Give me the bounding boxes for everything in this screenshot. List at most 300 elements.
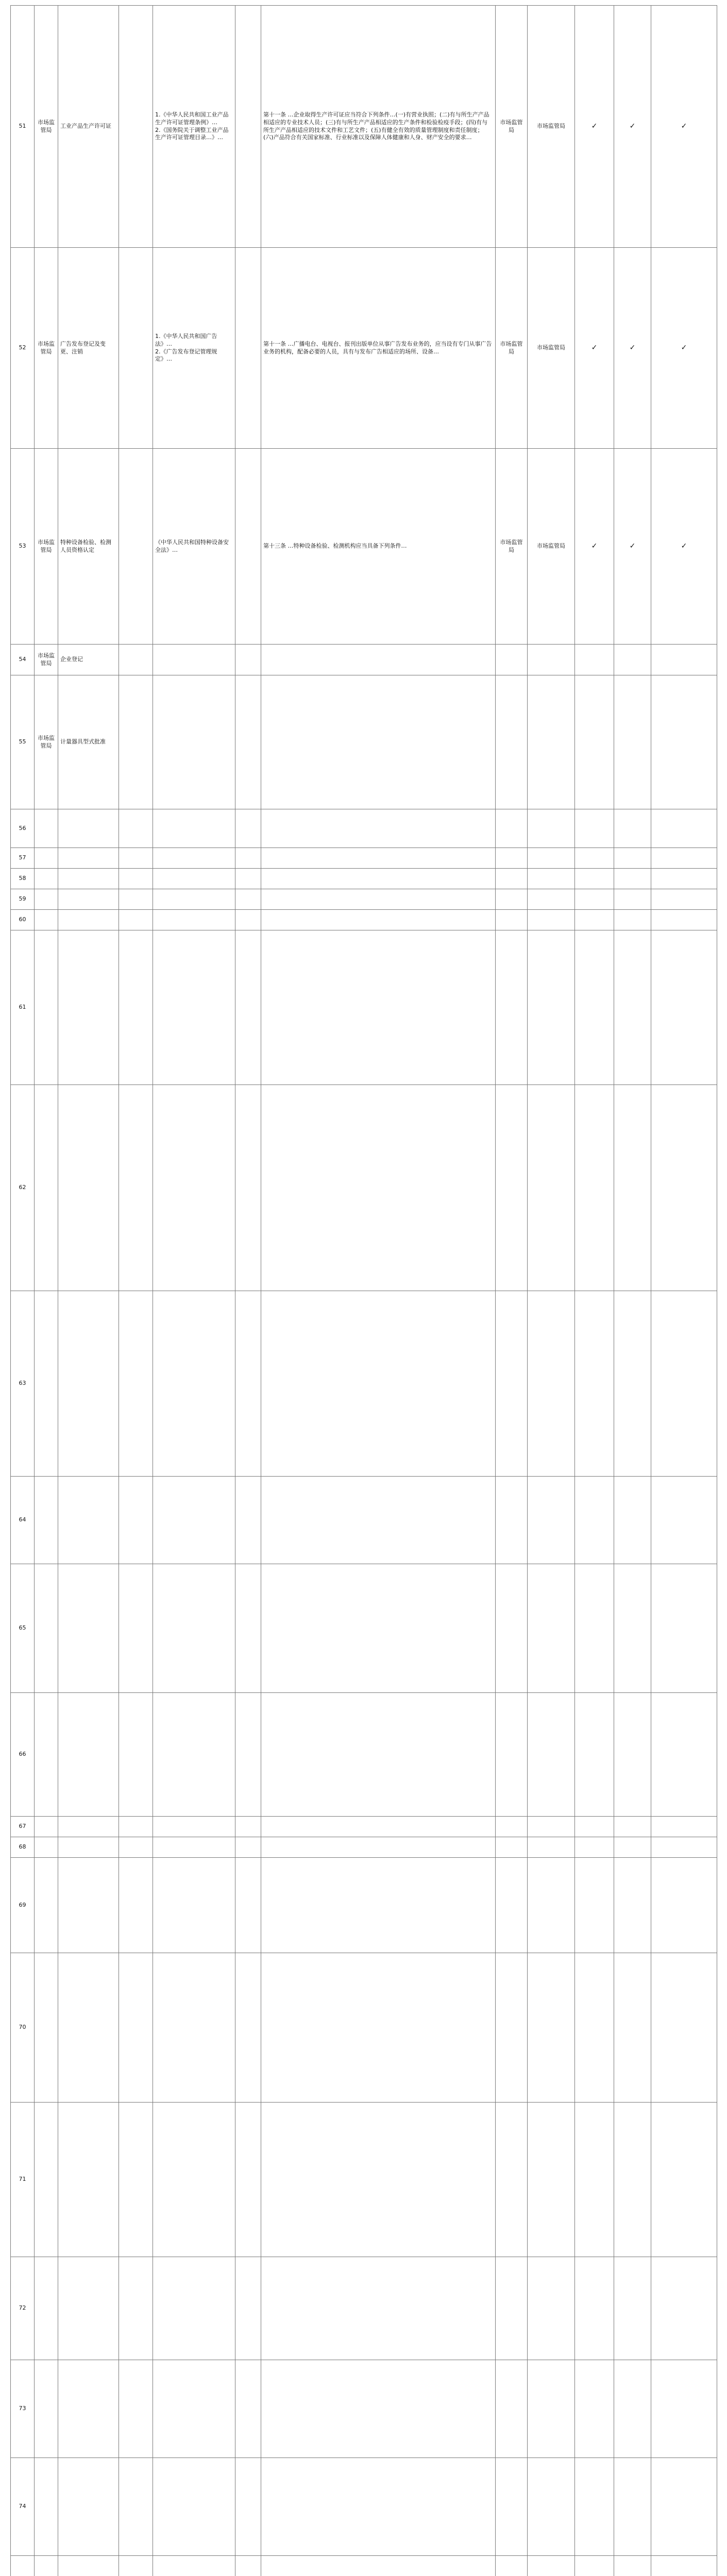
legal-basis-cell [153, 1837, 235, 1858]
check-cell-3 [651, 1564, 717, 1693]
check-cell-3 [651, 889, 717, 910]
row-number-cell [11, 1817, 35, 1837]
check-cell-2 [614, 449, 651, 645]
table-row [11, 2556, 717, 2576]
rule-text-cell [261, 675, 496, 809]
level-cell [528, 869, 575, 889]
item-name-cell [58, 449, 119, 645]
department-cell [35, 2257, 58, 2360]
table-row [11, 1693, 717, 1817]
check-cell-2 [614, 6, 651, 248]
legal-basis-cell [153, 1858, 235, 1953]
row-number-cell-text: 60 [19, 916, 26, 923]
level-cell-text: 市场监管局 [537, 344, 565, 351]
check-cell-1 [575, 1085, 614, 1291]
content-cell [235, 675, 261, 809]
check-cell-3 [651, 1085, 717, 1291]
department-cell-text: 市场监管局 [38, 118, 55, 133]
check-cell-3 [651, 1477, 717, 1564]
office-cell [496, 1953, 528, 2103]
legal-basis-cell [153, 1564, 235, 1693]
legal-basis-cell [153, 449, 235, 645]
check-cell-3 [651, 2257, 717, 2360]
office-cell [496, 2556, 528, 2576]
department-cell-text: 市场监管局 [38, 340, 55, 355]
content-cell [235, 930, 261, 1085]
check-cell-1 [575, 248, 614, 449]
check-cell-3 [651, 6, 717, 248]
check-cell-2 [614, 2556, 651, 2576]
rule-text-cell [261, 848, 496, 869]
check-cell-1 [575, 1858, 614, 1953]
check-cell-1-text: ✓ [591, 542, 598, 551]
content-cell [235, 2458, 261, 2556]
level-cell [528, 645, 575, 675]
check-cell-1 [575, 1953, 614, 2103]
check-cell-1 [575, 449, 614, 645]
sub-item-cell [119, 1085, 153, 1291]
row-number-cell-text: 53 [19, 543, 26, 550]
row-number-cell-text: 68 [19, 1843, 26, 1851]
rule-text-cell [261, 1291, 496, 1477]
legal-basis-cell [153, 1693, 235, 1817]
legal-basis-cell-text: 1.《中华人民共和国广告法》… 2.《广告发布登记管理规定》… [155, 332, 217, 363]
sub-item-cell [119, 2257, 153, 2360]
content-cell [235, 910, 261, 930]
row-number-cell [11, 2458, 35, 2556]
check-cell-1 [575, 2458, 614, 2556]
check-cell-3-text: ✓ [681, 542, 687, 551]
content-cell [235, 2556, 261, 2576]
check-cell-1 [575, 6, 614, 248]
check-cell-2-text: ✓ [629, 542, 636, 551]
check-cell-1 [575, 1477, 614, 1564]
level-cell [528, 1858, 575, 1953]
row-number-cell [11, 2257, 35, 2360]
rule-text-cell [261, 2458, 496, 2556]
check-cell-3 [651, 675, 717, 809]
check-cell-3 [651, 2458, 717, 2556]
content-cell [235, 1693, 261, 1817]
content-cell [235, 248, 261, 449]
check-cell-1 [575, 2257, 614, 2360]
office-cell [496, 2103, 528, 2257]
item-name-cell [58, 675, 119, 809]
row-number-cell [11, 675, 35, 809]
table-row [11, 848, 717, 869]
check-cell-2 [614, 1291, 651, 1477]
office-cell [496, 910, 528, 930]
row-number-cell [11, 6, 35, 248]
level-cell [528, 848, 575, 869]
check-cell-2 [614, 889, 651, 910]
rule-text-cell [261, 910, 496, 930]
level-cell [528, 1564, 575, 1693]
table-row [11, 2360, 717, 2458]
legal-basis-cell [153, 889, 235, 910]
legal-basis-cell [153, 1817, 235, 1837]
sub-item-cell [119, 2458, 153, 2556]
sub-item-cell [119, 248, 153, 449]
check-cell-2 [614, 1693, 651, 1817]
row-number-cell [11, 1858, 35, 1953]
table-row [11, 869, 717, 889]
table-row [11, 1564, 717, 1693]
office-cell [496, 1477, 528, 1564]
check-cell-3 [651, 1291, 717, 1477]
rule-text-cell [261, 930, 496, 1085]
check-cell-2 [614, 910, 651, 930]
document-sheet [10, 5, 717, 2576]
legal-basis-cell [153, 1291, 235, 1477]
department-cell [35, 869, 58, 889]
row-number-cell-text: 62 [19, 1184, 26, 1191]
item-name-cell [58, 248, 119, 449]
office-cell-text: 市场监管局 [500, 118, 523, 133]
level-cell [528, 809, 575, 848]
item-name-cell [58, 2556, 119, 2576]
legal-basis-cell [153, 6, 235, 248]
office-cell [496, 6, 528, 248]
sub-item-cell [119, 2360, 153, 2458]
check-cell-2 [614, 1817, 651, 1837]
content-cell [235, 1817, 261, 1837]
row-number-cell-text: 63 [19, 1380, 26, 1387]
content-cell [235, 645, 261, 675]
check-cell-3 [651, 869, 717, 889]
check-cell-3-text: ✓ [681, 344, 687, 352]
legal-basis-cell-text: 《中华人民共和国特种设备安全法》… [155, 538, 229, 553]
check-cell-3 [651, 1858, 717, 1953]
rule-text-cell [261, 6, 496, 248]
level-cell [528, 2257, 575, 2360]
row-number-cell-text: 54 [19, 656, 26, 663]
item-name-cell [58, 645, 119, 675]
legal-basis-cell-text: 1.《中华人民共和国工业产品生产许可证管理条例》… 2.《国务院关于调整工业产品生产许可证管理目录…》… [155, 111, 229, 141]
department-cell [35, 675, 58, 809]
row-number-cell-text: 66 [19, 1751, 26, 1758]
department-cell [35, 645, 58, 675]
row-number-cell [11, 848, 35, 869]
department-cell [35, 1858, 58, 1953]
row-number-cell [11, 1837, 35, 1858]
department-cell-text: 市场监管局 [38, 734, 55, 749]
content-cell [235, 1953, 261, 2103]
check-cell-2 [614, 645, 651, 675]
sub-item-cell [119, 645, 153, 675]
level-cell [528, 2360, 575, 2458]
row-number-cell-text: 58 [19, 875, 26, 882]
department-cell [35, 1085, 58, 1291]
check-cell-1 [575, 1693, 614, 1817]
check-cell-2 [614, 848, 651, 869]
check-cell-1 [575, 645, 614, 675]
rule-text-cell [261, 1953, 496, 2103]
level-cell [528, 930, 575, 1085]
rule-text-cell [261, 1477, 496, 1564]
department-cell [35, 2360, 58, 2458]
check-cell-3 [651, 1693, 717, 1817]
rule-text-cell [261, 1085, 496, 1291]
sub-item-cell [119, 2103, 153, 2257]
level-cell [528, 2556, 575, 2576]
item-name-cell [58, 869, 119, 889]
office-cell [496, 675, 528, 809]
department-cell [35, 449, 58, 645]
level-cell [528, 1085, 575, 1291]
department-cell-text: 市场监管局 [38, 538, 55, 553]
level-cell [528, 2103, 575, 2257]
row-number-cell-text: 71 [19, 2176, 26, 2183]
check-cell-1 [575, 1817, 614, 1837]
office-cell [496, 1858, 528, 1953]
department-cell [35, 1291, 58, 1477]
rule-text-cell [261, 2103, 496, 2257]
office-cell [496, 848, 528, 869]
check-cell-3 [651, 2556, 717, 2576]
office-cell-text: 市场监管局 [500, 340, 523, 355]
check-cell-3 [651, 848, 717, 869]
content-cell [235, 1291, 261, 1477]
department-cell [35, 889, 58, 910]
sub-item-cell [119, 1817, 153, 1837]
check-cell-2 [614, 869, 651, 889]
level-cell [528, 910, 575, 930]
check-cell-3 [651, 1817, 717, 1837]
rule-text-cell [261, 2556, 496, 2576]
sub-item-cell [119, 449, 153, 645]
item-name-cell [58, 2103, 119, 2257]
level-cell-text: 市场监管局 [537, 123, 565, 130]
check-cell-2 [614, 809, 651, 848]
department-cell [35, 1817, 58, 1837]
rule-text-cell [261, 645, 496, 675]
office-cell [496, 1085, 528, 1291]
table-row [11, 1817, 717, 1837]
item-name-cell-text: 企业登记 [60, 656, 83, 663]
check-cell-2 [614, 2458, 651, 2556]
department-cell [35, 248, 58, 449]
department-cell [35, 2458, 58, 2556]
sub-item-cell [119, 1858, 153, 1953]
table-row [11, 6, 717, 248]
row-number-cell-text: 59 [19, 895, 26, 903]
content-cell [235, 2103, 261, 2257]
office-cell [496, 645, 528, 675]
row-number-cell-text: 57 [19, 854, 26, 861]
check-cell-1 [575, 1564, 614, 1693]
row-number-cell-text: 73 [19, 2405, 26, 2412]
department-cell [35, 848, 58, 869]
sub-item-cell [119, 1477, 153, 1564]
check-cell-1 [575, 869, 614, 889]
table-row [11, 1085, 717, 1291]
item-name-cell [58, 1477, 119, 1564]
office-cell [496, 449, 528, 645]
check-cell-2 [614, 2103, 651, 2257]
check-cell-2-text: ✓ [629, 344, 636, 352]
department-cell [35, 2103, 58, 2257]
row-number-cell [11, 1953, 35, 2103]
table-row [11, 1291, 717, 1477]
office-cell [496, 1291, 528, 1477]
sub-item-cell [119, 1837, 153, 1858]
office-cell [496, 2257, 528, 2360]
check-cell-1-text: ✓ [591, 344, 598, 352]
department-cell [35, 1953, 58, 2103]
office-cell [496, 2458, 528, 2556]
row-number-cell-text: 64 [19, 1516, 26, 1523]
sub-item-cell [119, 809, 153, 848]
office-cell [496, 930, 528, 1085]
legal-basis-cell [153, 848, 235, 869]
legal-basis-cell [153, 1477, 235, 1564]
check-cell-2-text: ✓ [629, 122, 636, 131]
item-name-cell [58, 930, 119, 1085]
row-number-cell [11, 449, 35, 645]
item-name-cell [58, 1858, 119, 1953]
check-cell-3 [651, 2103, 717, 2257]
item-name-cell [58, 910, 119, 930]
item-name-cell [58, 1085, 119, 1291]
office-cell [496, 889, 528, 910]
check-cell-2 [614, 2257, 651, 2360]
sub-item-cell [119, 6, 153, 248]
rule-text-cell [261, 449, 496, 645]
row-number-cell-text: 74 [19, 2503, 26, 2510]
check-cell-3 [651, 809, 717, 848]
level-cell [528, 248, 575, 449]
legal-basis-cell [153, 2360, 235, 2458]
item-name-cell-text: 计量器具型式批准 [60, 738, 106, 745]
content-cell [235, 1564, 261, 1693]
table-row [11, 675, 717, 809]
table-row [11, 248, 717, 449]
item-name-cell [58, 1837, 119, 1858]
sub-item-cell [119, 848, 153, 869]
item-name-cell [58, 2360, 119, 2458]
rule-text-cell-text: 第十一条 …企业取得生产许可证应当符合下列条件…(一)有营业执照；(二)有与所生产产品相适应的专业技术人员；(三)有与所生产产品相适应的生产条件和检验检疫手段；(四)有与所生产产品相适应的技术文件和工艺文件；(五)有健全有效的质量管理制度和责任制度；(六)产品符合有关国家标准、行业标准以及保障人体健康和人身、财产安全的要求… [263, 111, 489, 141]
rule-text-cell [261, 2360, 496, 2458]
check-cell-2 [614, 930, 651, 1085]
content-cell [235, 889, 261, 910]
rule-text-cell [261, 869, 496, 889]
legal-basis-cell [153, 675, 235, 809]
row-number-cell-text: 56 [19, 824, 26, 832]
sub-item-cell [119, 1953, 153, 2103]
item-name-cell [58, 848, 119, 869]
table-row [11, 1477, 717, 1564]
check-cell-2 [614, 1477, 651, 1564]
table-row [11, 910, 717, 930]
check-cell-2 [614, 2360, 651, 2458]
row-number-cell-text: 51 [19, 123, 26, 130]
row-number-cell [11, 1564, 35, 1693]
check-cell-1-text: ✓ [591, 122, 598, 131]
check-cell-3 [651, 930, 717, 1085]
level-cell [528, 889, 575, 910]
check-cell-1 [575, 2360, 614, 2458]
legal-basis-cell [153, 869, 235, 889]
row-number-cell [11, 809, 35, 848]
level-cell [528, 675, 575, 809]
department-cell [35, 2556, 58, 2576]
table-row [11, 809, 717, 848]
legal-basis-cell [153, 248, 235, 449]
rule-text-cell-text: 第十三条 …特种设备检验、检测机构应当具备下列条件… [263, 543, 407, 550]
department-cell [35, 1837, 58, 1858]
check-cell-2 [614, 1564, 651, 1693]
row-number-cell-text: 70 [19, 2024, 26, 2031]
row-number-cell-text: 67 [19, 1823, 26, 1830]
department-cell-text: 市场监管局 [38, 652, 55, 667]
rule-text-cell [261, 889, 496, 910]
row-number-cell [11, 2556, 35, 2576]
content-cell [235, 1477, 261, 1564]
table-row [11, 2103, 717, 2257]
check-cell-2 [614, 675, 651, 809]
row-number-cell-text: 61 [19, 1004, 26, 1011]
rule-text-cell [261, 1693, 496, 1817]
item-name-cell [58, 809, 119, 848]
office-cell [496, 1564, 528, 1693]
rule-text-cell [261, 2257, 496, 2360]
row-number-cell [11, 869, 35, 889]
item-name-cell-text: 工业产品生产许可证 [60, 123, 111, 130]
row-number-cell [11, 1291, 35, 1477]
legal-basis-cell [153, 2458, 235, 2556]
office-cell [496, 1817, 528, 1837]
check-cell-3 [651, 1837, 717, 1858]
row-number-cell-text: 55 [19, 738, 26, 745]
level-cell [528, 1837, 575, 1858]
row-number-cell [11, 1477, 35, 1564]
content-cell [235, 869, 261, 889]
department-cell [35, 1564, 58, 1693]
legal-basis-cell [153, 910, 235, 930]
rule-text-cell [261, 248, 496, 449]
check-cell-3 [651, 2360, 717, 2458]
item-name-cell [58, 2458, 119, 2556]
rule-text-cell-text: 第十一条 …广播电台、电视台、报刊出版单位从事广告发布业务的，应当设有专门从事广告业务的机构，配备必要的人员，具有与发布广告相适应的场所、设备… [263, 340, 492, 355]
department-cell [35, 1477, 58, 1564]
rule-text-cell [261, 1837, 496, 1858]
row-number-cell [11, 910, 35, 930]
table-row [11, 889, 717, 910]
level-cell [528, 1817, 575, 1837]
check-cell-3-text: ✓ [681, 122, 687, 131]
check-cell-1 [575, 889, 614, 910]
check-cell-2 [614, 1858, 651, 1953]
table-row [11, 1837, 717, 1858]
check-cell-3 [651, 449, 717, 645]
item-name-cell-text: 特种设备检验、检测人员资格认定 [60, 538, 111, 553]
content-cell [235, 6, 261, 248]
office-cell [496, 809, 528, 848]
check-cell-3 [651, 910, 717, 930]
row-number-cell-text: 52 [19, 344, 26, 351]
level-cell [528, 2458, 575, 2556]
row-number-cell-text: 69 [19, 1901, 26, 1908]
check-cell-1 [575, 675, 614, 809]
legal-basis-cell [153, 1953, 235, 2103]
sub-item-cell [119, 2556, 153, 2576]
table-row [11, 2257, 717, 2360]
item-name-cell [58, 889, 119, 910]
table-row [11, 1858, 717, 1953]
content-cell [235, 2360, 261, 2458]
office-cell [496, 248, 528, 449]
